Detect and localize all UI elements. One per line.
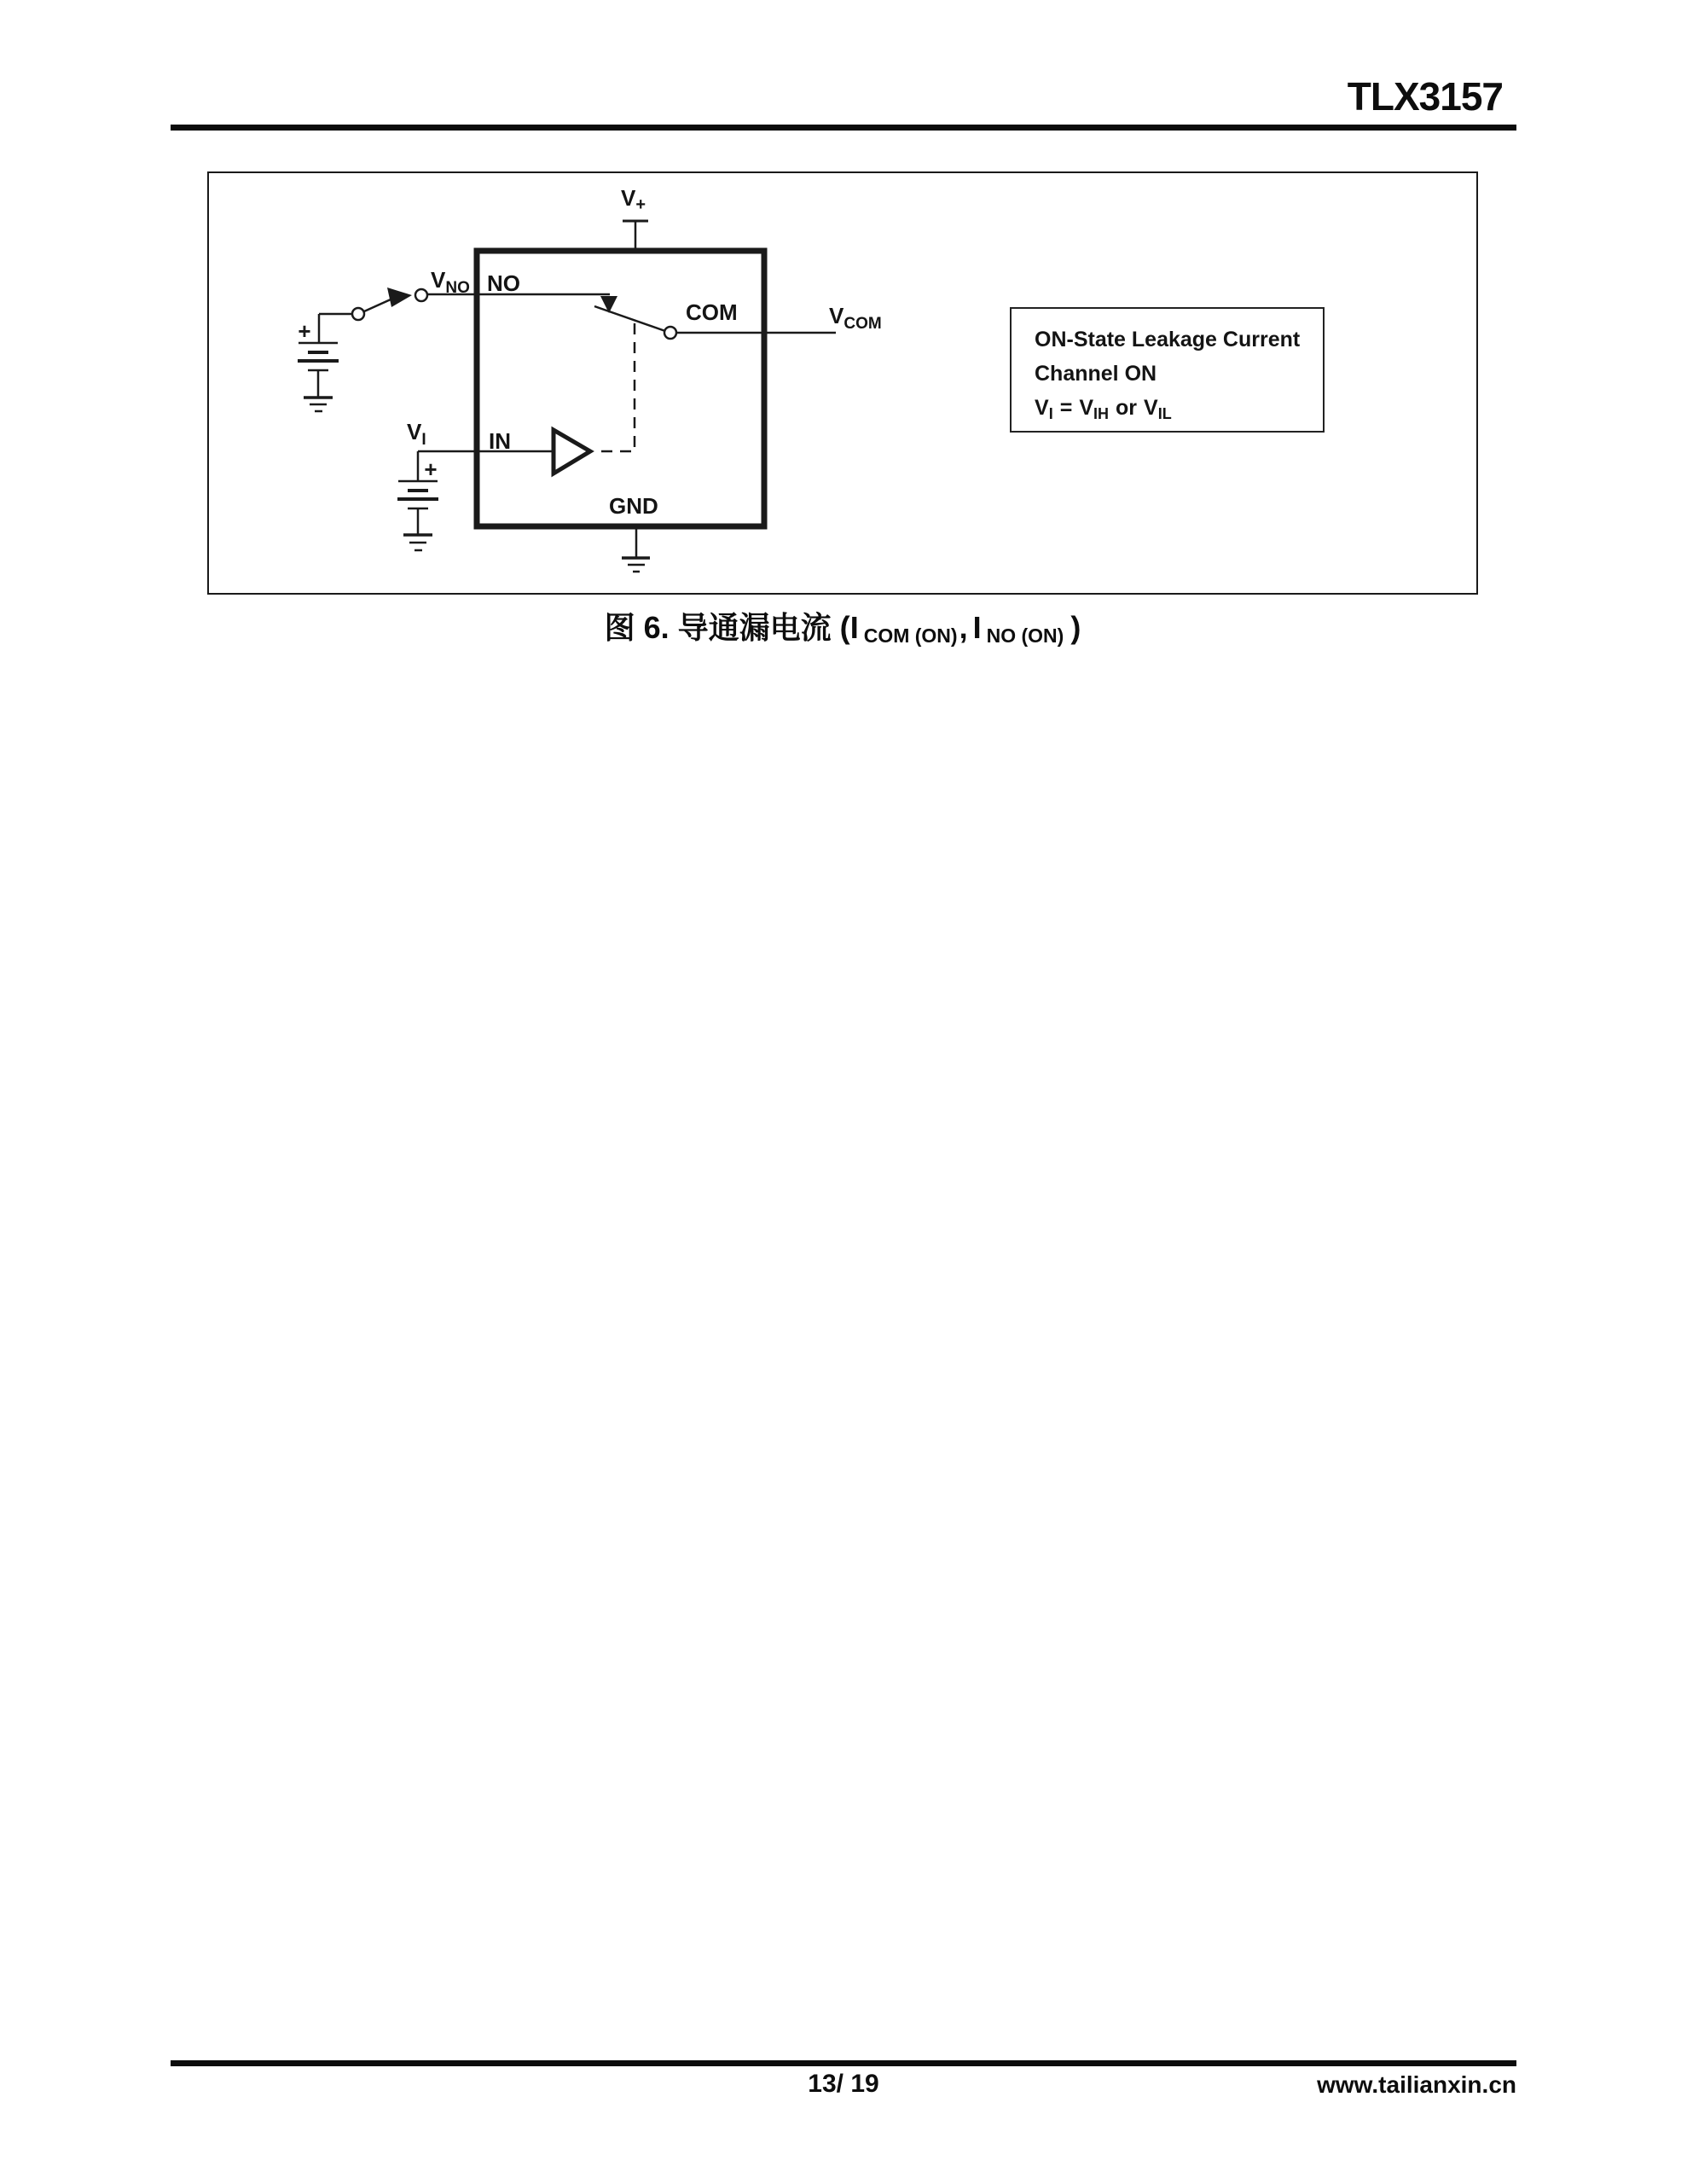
switch-pivot-icon [352, 308, 364, 320]
vcom-label-base: V [829, 303, 844, 328]
vno-label [431, 267, 470, 297]
caption-comma: , [959, 610, 968, 645]
caption-sub1: COM (ON) [863, 624, 958, 647]
website-url: www.tailianxin.cn [1317, 2071, 1516, 2098]
vi-label-base: V [407, 419, 422, 444]
pin-label-in: IN [489, 428, 511, 454]
vno-label-base: V [431, 267, 446, 293]
note-s2: IH [1093, 405, 1109, 422]
caption-lead: 图 6. 导通漏电流 ( [604, 610, 850, 645]
note-s1: I [1048, 405, 1053, 422]
supply-rail-icon [623, 221, 648, 250]
caption-i1: I [849, 610, 859, 645]
dashed-control-line [594, 323, 635, 451]
note-eq: = [1059, 396, 1073, 420]
figure-panel [207, 171, 1478, 595]
supply-label [621, 185, 646, 214]
vno-terminal-icon [415, 289, 427, 301]
note-line-1: ON-State Leakage Current [1035, 328, 1301, 351]
source-switch-icon [319, 288, 427, 342]
supply-label-base: V [621, 185, 636, 211]
note-v3: V [1144, 396, 1158, 420]
note-line-3 [1035, 391, 1323, 427]
vi-label-sub: I [421, 431, 426, 449]
caption-close: ) [1070, 610, 1081, 645]
note-v2: V [1079, 396, 1093, 420]
pin-label-com: COM [686, 299, 738, 325]
vi-label [407, 419, 426, 449]
ground-icon [304, 398, 333, 411]
pin-label-no: NO [487, 270, 520, 296]
ground-icon [403, 535, 432, 550]
header-rule [171, 125, 1516, 131]
caption-i2: I [972, 610, 982, 645]
vno-label-sub: NO [445, 279, 470, 297]
note-s3: IL [1157, 405, 1172, 422]
battery-plus-label: + [298, 318, 311, 344]
figure-caption [207, 609, 1478, 646]
battery-plus-label: + [424, 456, 438, 482]
com-terminal-icon [664, 327, 676, 339]
note-or: or [1116, 396, 1137, 420]
caption-sub2: NO (ON) [986, 624, 1064, 647]
vcom-label-sub: COM [844, 315, 882, 333]
doc-title: TLX3157 [1347, 74, 1503, 119]
page-number: 13/ 19 [808, 2070, 879, 2098]
switch-arrow-icon [387, 288, 412, 307]
pin-label-gnd: GND [609, 493, 658, 519]
ground-icon [622, 558, 650, 572]
note-line-2: Channel ON [1035, 362, 1157, 386]
supply-label-sub: + [635, 195, 646, 214]
vcom-label [829, 303, 882, 333]
note-v1: V [1035, 396, 1049, 420]
test-condition-note [1010, 307, 1325, 433]
footer-rule [171, 2060, 1516, 2066]
